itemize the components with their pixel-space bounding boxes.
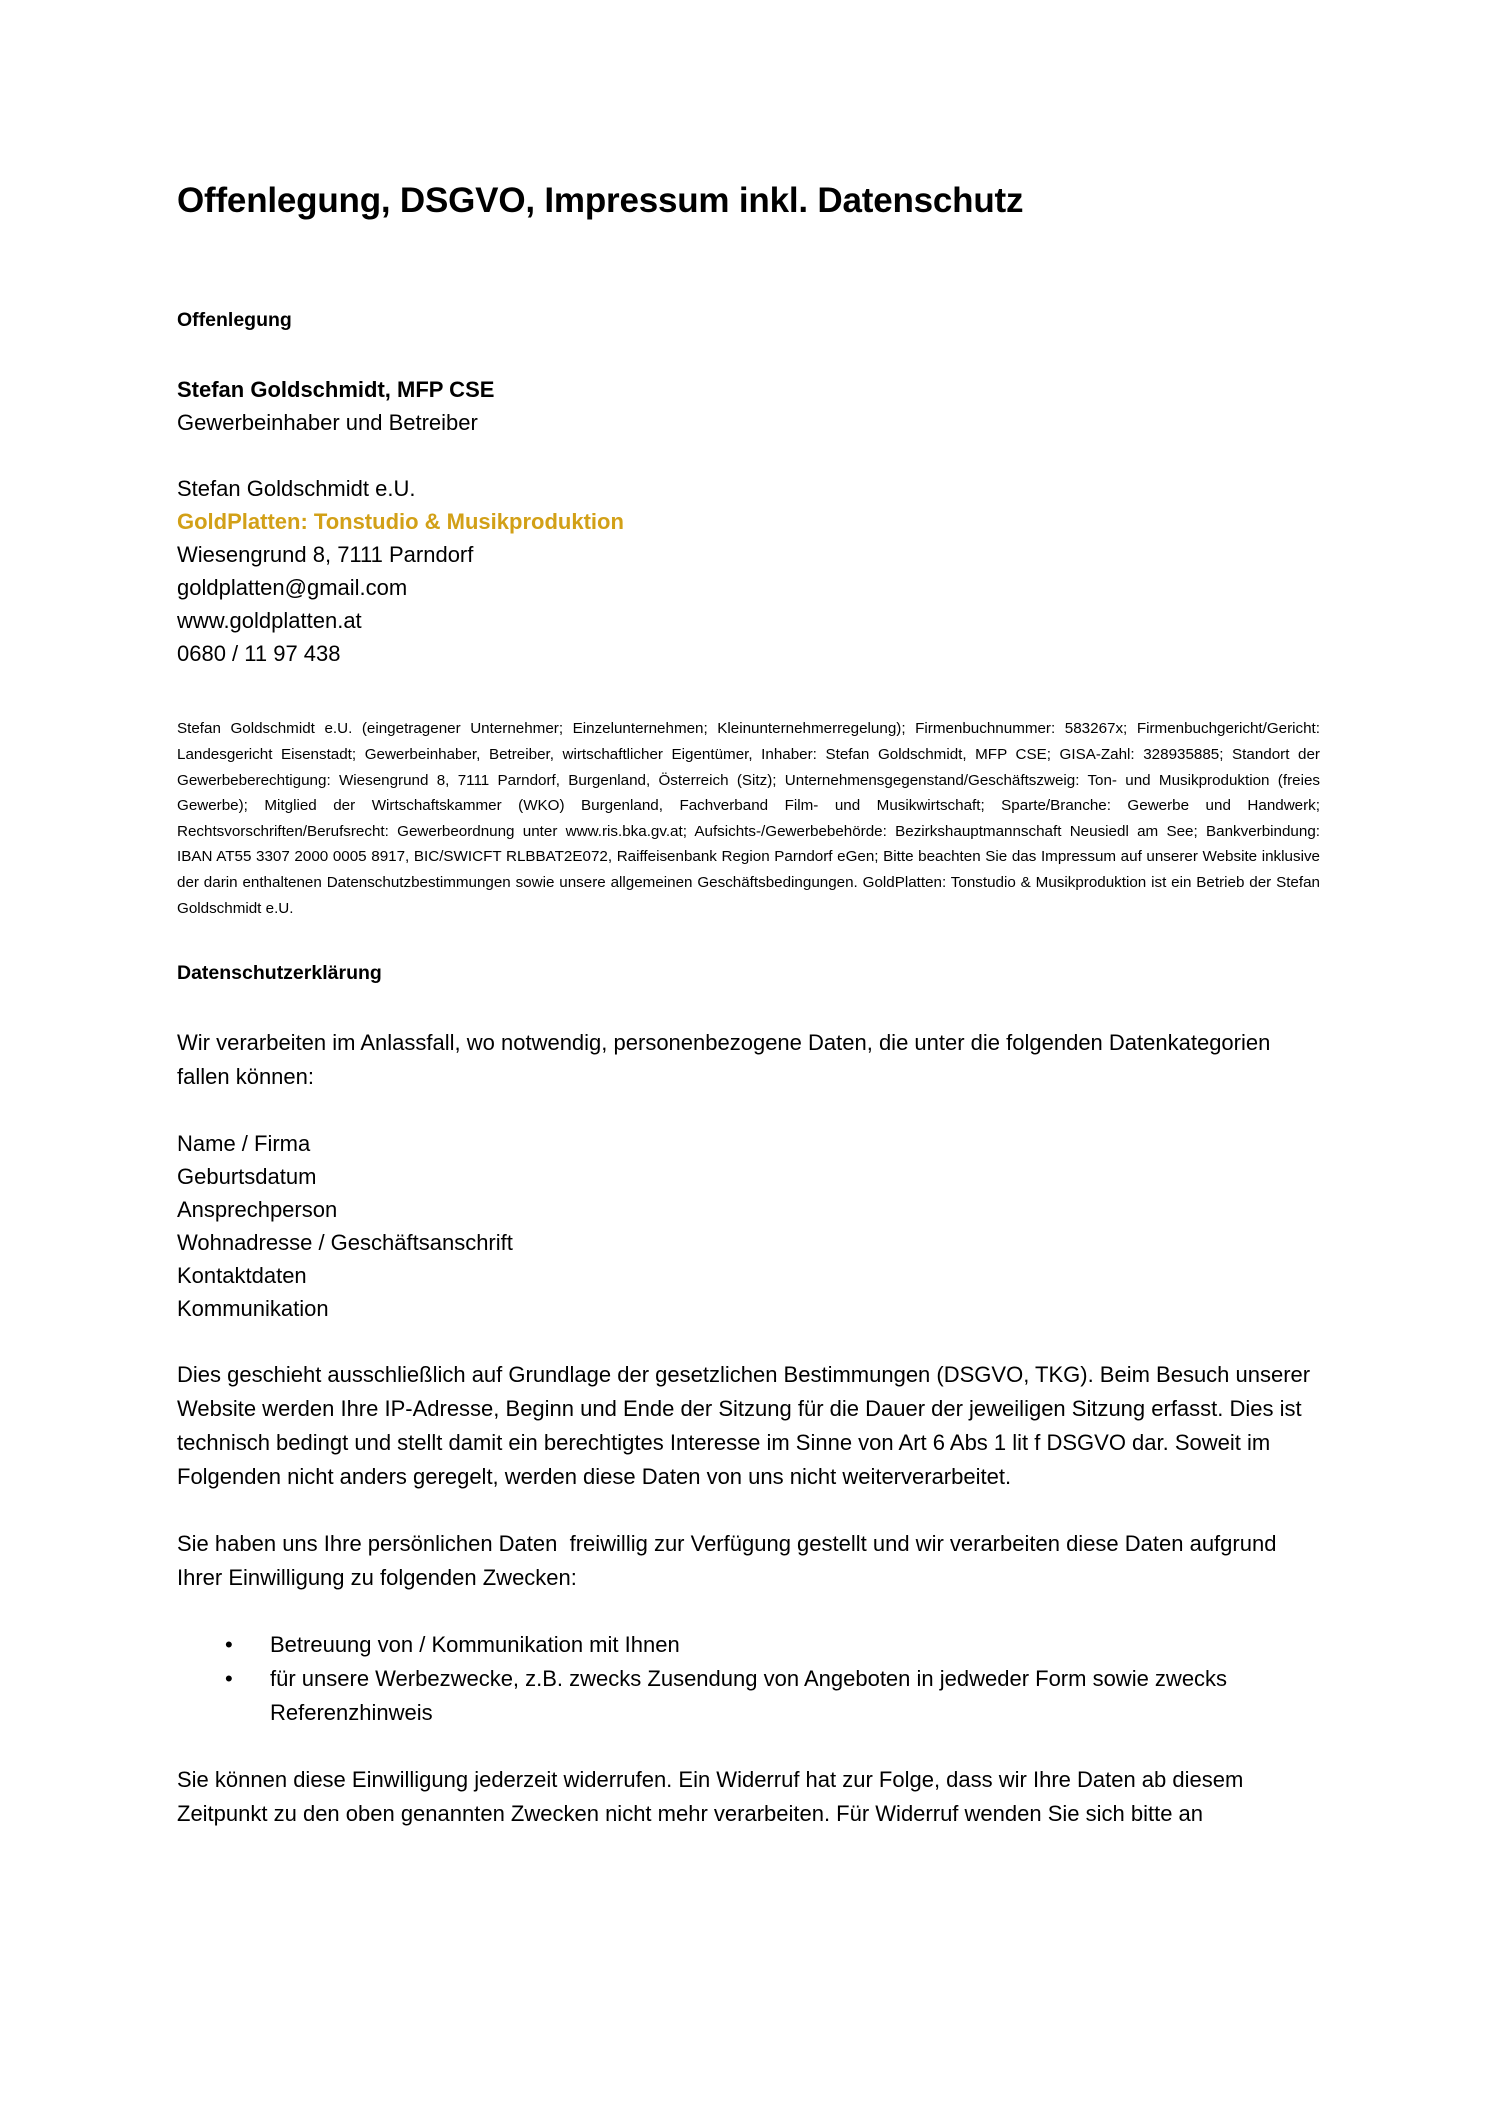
list-item-label: für unsere Werbezwecke, z.B. zwecks Zusendung von Angeboten in jedweder Form sowie zwecks Referenzhinweis <box>270 1666 1228 1726</box>
list-item <box>177 1662 1320 1730</box>
spacer <box>177 1494 1320 1527</box>
brand-name: GoldPlatten: Tonstudio & Musikproduktion <box>177 509 624 535</box>
data-categories-list <box>177 1127 1320 1325</box>
legal-fineprint-block: Stefan Goldschmidt e.U. (eingetragener Unternehmer; Einzelunternehmen; Kleinunternehmerregelung); Firmenbuchnummer: 583267x; Firmenbuchgericht/Gericht: Landesgericht Eisenstadt; Gewerbeinhaber, Betreiber, wirtschaftlicher Eigentümer, Inhaber: Stefan Goldschmidt, MFP CSE; GISA-Zahl: 328935885; Standort der Gewerbeberechtigung: Wiesengrund 8, 7111 Parndorf, Burgenland, Österreich (Sitz); Unternehmensgegenstand/Geschäftszweig: Ton- und Musikproduktion (freies Gewerbe); Mitglied der Wirtschaftskammer (WKO) Burgenland, Fachverband Film- und Musikwirtschaft; Sparte/Branche: Gewerbe und Handwerk; Rechtsvorschriften/Berufsrecht: Gewerbeordnung unter www.ris.bka.gv.at; Aufsichts-/Gewerbebehörde: Bezirkshauptmannschaft Neusiedl am See; Bankverbindung: IBAN AT55 3307 2000 0005 8917, BIC/SWICFT RLBBAT2E072, Raiffeisenbank Region Parndorf eGen; Bitte beachten Sie das Impressum auf unserer Website inklusive der darin enthaltenen Datenschutzbestimmungen sowie unsere allgemeinen Geschäftsbedingungen. GoldPlatten: Tonstudio & Musikproduktion ist ein Betrieb der Stefan Goldschmidt e.U. <box>177 720 1320 917</box>
spacer <box>177 986 1320 1026</box>
spacer <box>177 670 1320 716</box>
document-content-column <box>177 0 1320 1831</box>
list-item: Geburtsdatum <box>177 1164 317 1190</box>
purpose-bullet-list <box>177 1628 1320 1730</box>
page-title: Offenlegung, DSGVO, Impressum inkl. Datenschutz <box>177 181 1024 220</box>
list-item <box>177 1628 1320 1662</box>
postal-address: Wiesengrund 8, 7111 Parndorf <box>177 542 474 568</box>
datenschutz-intro-paragraph: Wir verarbeiten im Anlassfall, wo notwendig, personenbezogene Daten, die unter die folgenden Datenkategorien fallen können: <box>177 1030 1277 1090</box>
list-item: Wohnadresse / Geschäftsanschrift <box>177 1230 513 1256</box>
section-heading-datenschutzerklaerung: Datenschutzerklärung <box>177 962 382 985</box>
spacer <box>177 1730 1320 1763</box>
company-legal-name: Stefan Goldschmidt e.U. <box>177 476 416 502</box>
revocation-paragraph: Sie können diese Einwilligung jederzeit widerrufen. Ein Widerruf hat zur Folge, dass wir Ihre Daten ab diesem Zeitpunkt zu den oben genannten Zwecken nicht mehr verarbeiten. Für Widerruf wenden Sie sich bitte an <box>177 1767 1250 1827</box>
spacer <box>177 921 1320 961</box>
spacer <box>177 1094 1320 1127</box>
email-address[interactable]: goldplatten@gmail.com <box>177 575 408 601</box>
owner-role: Gewerbeinhaber und Betreiber <box>177 410 478 436</box>
bullet-icon: • <box>225 1666 233 1692</box>
bullet-icon: • <box>225 1632 233 1658</box>
spacer <box>177 1595 1320 1628</box>
website-url[interactable]: www.goldplatten.at <box>177 608 362 634</box>
list-item: Kontaktdaten <box>177 1263 307 1289</box>
section-heading-offenlegung: Offenlegung <box>177 309 292 331</box>
spacer <box>177 439 1320 472</box>
owner-name: Stefan Goldschmidt, MFP CSE <box>177 377 495 403</box>
consent-paragraph: Sie haben uns Ihre persönlichen Daten freiwillig zur Verfügung gestellt und wir verarbeiten diese Daten aufgrund Ihrer Einwilligung zu folgenden Zwecken: <box>177 1531 1283 1591</box>
list-item: Ansprechperson <box>177 1197 338 1223</box>
legal-basis-paragraph: Dies geschieht ausschließlich auf Grundlage der gesetzlichen Bestimmungen (DSGVO, TKG). Beim Besuch unserer Website werden Ihre IP-Adresse, Beginn und Ende der Sitzung für die Dauer der jeweiligen Sitzung erfasst. Dies ist technisch bedingt und stellt damit ein berechtigtes Interesse im Sinne von Art 6 Abs 1 lit f DSGVO dar. Soweit im Folgenden nicht anders geregelt, werden diese Daten von uns nicht weiterverarbeitet. <box>177 1362 1317 1490</box>
phone-number: 0680 / 11 97 438 <box>177 641 341 667</box>
spacer <box>177 222 1320 308</box>
spacer <box>177 333 1320 373</box>
list-item-label: Betreuung von / Kommunikation mit Ihnen <box>270 1632 680 1658</box>
spacer <box>177 1325 1320 1358</box>
list-item: Kommunikation <box>177 1296 329 1322</box>
list-item: Name / Firma <box>177 1131 311 1157</box>
